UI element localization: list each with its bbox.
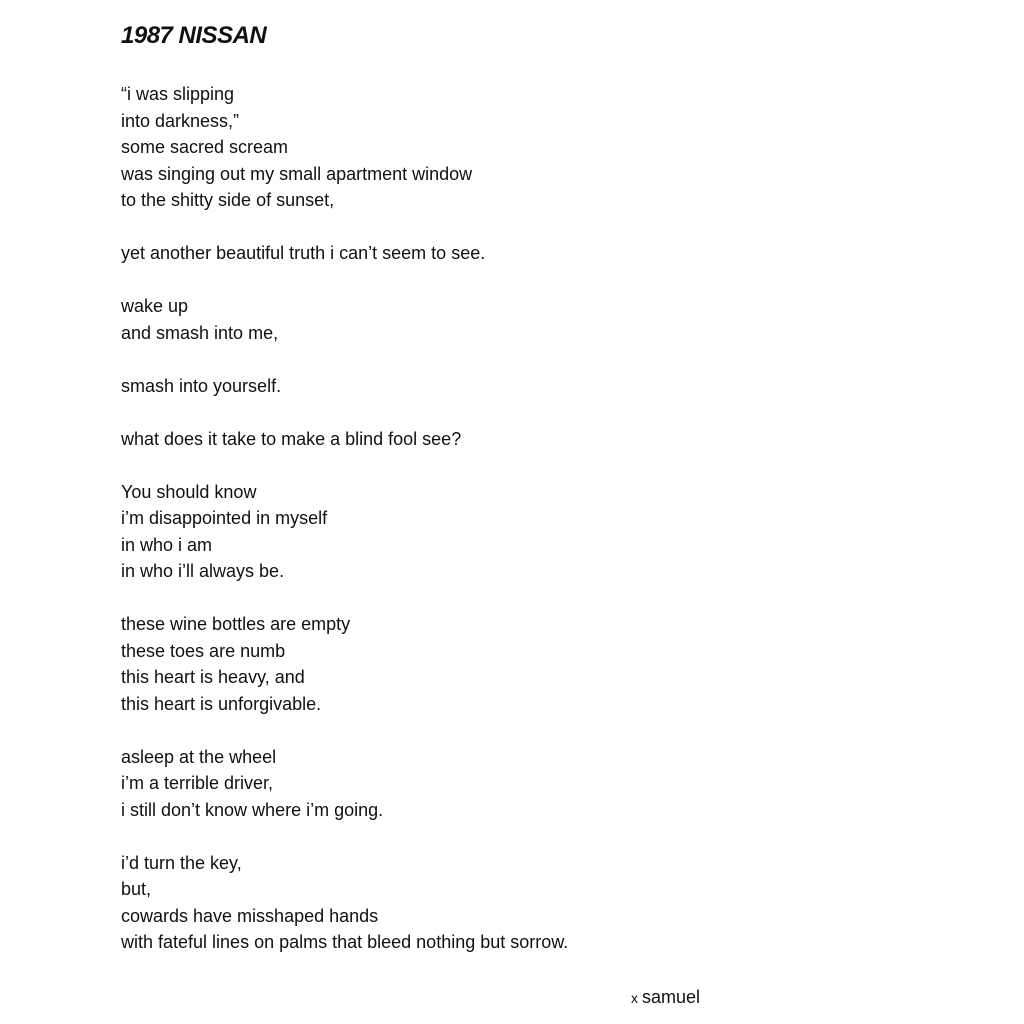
stanza-2 [121, 240, 568, 267]
stanza-4 [121, 373, 568, 400]
stanza-9 [121, 850, 568, 956]
poem-line: this heart is unforgivable. [121, 693, 322, 714]
poem-line: these toes are numb [121, 640, 286, 661]
poem-line: and smash into me, [121, 322, 279, 343]
stanza-3 [121, 293, 568, 346]
signature-mark: x [631, 990, 638, 1006]
poem-line: to the shitty side of sunset, [121, 190, 335, 210]
poem-line: i’m disappointed in myself [121, 508, 328, 528]
poem-line: in who i am [121, 534, 213, 555]
stanza-5 [121, 426, 568, 453]
poem-line: into darkness,” [121, 110, 240, 131]
poem-line: You should know [121, 481, 257, 502]
stanza-1 [121, 81, 568, 214]
poem-line: wake up [121, 296, 189, 316]
signature [631, 984, 700, 1011]
poem-body [121, 81, 568, 982]
poem-line: was singing out my small apartment window [121, 163, 473, 184]
poem-line: asleep at the wheel [121, 746, 277, 767]
poem-line: in who i’ll always be. [121, 561, 285, 581]
poem-line: what does it take to make a blind fool see? [121, 428, 462, 449]
poem-line: these wine bottles are empty [121, 614, 351, 634]
stanza-6 [121, 479, 568, 585]
poem-line: with fateful lines on palms that bleed nothing but sorrow. [121, 932, 569, 952]
poem-line: “i was slipping [121, 84, 235, 104]
poem-line: yet another beautiful truth i can’t seem to see. [121, 243, 486, 263]
signature-name: samuel [642, 987, 701, 1007]
poem-line: i’d turn the key, [121, 852, 242, 873]
stanza-8 [121, 744, 568, 824]
poem-line: smash into yourself. [121, 375, 282, 396]
poem-line: i’m a terrible driver, [121, 773, 274, 793]
poem-title: 1987 NISSAN [121, 22, 267, 49]
poem-line: i still don’t know where i’m going. [121, 799, 384, 820]
poem-line: but, [121, 879, 152, 899]
poem-line: cowards have misshaped hands [121, 905, 379, 926]
poem-line: this heart is heavy, and [121, 667, 305, 687]
poem-line: some sacred scream [121, 137, 289, 157]
stanza-7 [121, 611, 568, 717]
